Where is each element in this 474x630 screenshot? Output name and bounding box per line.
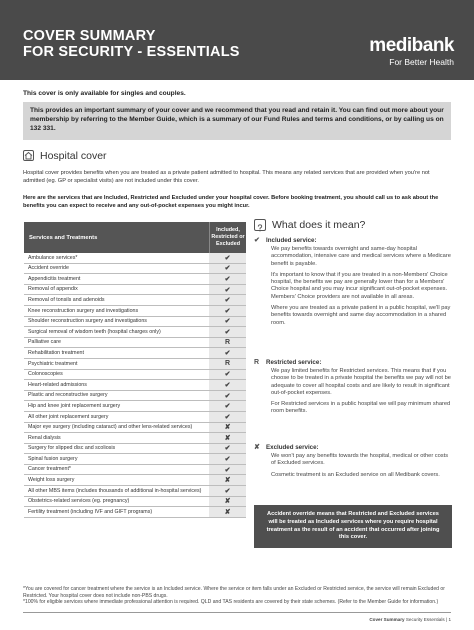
service-name: Surgical removal of wisdom teeth (hospital charges only): [28, 328, 161, 335]
document-title: [23, 28, 240, 60]
service-status: ✔: [209, 327, 246, 337]
restricted-section: [254, 359, 452, 416]
table-row: [24, 348, 246, 359]
availability-note: This cover is only available for singles and couples.: [23, 90, 186, 97]
hospital-cover-heading: Hospital cover: [40, 150, 107, 162]
header-banner: [0, 0, 474, 80]
page-footer: [369, 617, 451, 622]
table-row: [24, 306, 246, 317]
table-row: [24, 274, 246, 285]
table-row: [24, 338, 246, 349]
medibank-logo: [369, 37, 454, 67]
table-row: [24, 507, 246, 518]
service-status: ✔: [209, 412, 246, 422]
service-name: Renal dialysis: [28, 434, 61, 441]
service-status: ✔: [209, 454, 246, 464]
table-row: [24, 444, 246, 455]
service-name: Knee reconstruction surgery and investigations: [28, 307, 139, 314]
title-line-2: FOR SECURITY - ESSENTIALS: [23, 44, 240, 60]
services-table: [24, 222, 246, 518]
hospital-intro: Hospital cover provides benefits when you are treated as a private patient admitted to hospital. This means any related services that are provided when you're not admitted (eg. GP or specialist visits) are not included under this cover.: [23, 170, 430, 184]
footnote-ambulance: *100% for eligible services where immediate professional attention is required. QLD and TAS residents are covered by their state schemes. (Refer to the Member Guide for information.): [23, 599, 439, 606]
service-name: Fertility treatment (including IVF and GIFT programs): [28, 508, 153, 515]
service-name: Plastic and reconstructive surgery: [28, 392, 108, 399]
restricted-text-2: For Restricted services in a public hospital we will pay minimum shared room benefits.: [271, 401, 451, 415]
excluded-text-2: Cosmetic treatment is an Excluded service on all Medibank covers.: [271, 471, 440, 478]
excluded-text-1: We won't pay any benefits towards the hospital, medical or other costs of Excluded services.: [271, 453, 449, 467]
restricted-heading: Restricted service:: [266, 359, 322, 366]
service-name: Colonoscopies: [28, 371, 63, 378]
service-status: ✔: [209, 285, 246, 295]
service-status: ✔: [209, 465, 246, 475]
footer-product: Security Essentials: [405, 617, 445, 622]
check-icon: ✔: [254, 237, 260, 244]
table-row: [24, 295, 246, 306]
service-status: ✔: [209, 401, 246, 411]
service-name: Appendicitis treatment: [28, 275, 81, 282]
table-row: [24, 454, 246, 465]
excluded-section: [254, 443, 452, 479]
service-status: ✔: [209, 370, 246, 380]
footnotes: [23, 586, 453, 606]
footnote-cancer: *You are covered for cancer treatment where the service is an Included service. Where the service or item falls under an Excluded or Restricted service, the service will remain Excluded or Restricted. Your hospital cover does not include non-PBS drugs.: [23, 586, 445, 599]
included-text-2: It's important to know that if you are treated in a non-Members' Choice hospital, the benefits we pay are generally lower than for a Members' Choice hospital and you may incur significant out-of-pocket expenses. Members' Choice providers are not available in all areas.: [271, 271, 448, 300]
brand-tagline: For Better Health: [389, 57, 454, 67]
service-name: Palliative care: [28, 339, 61, 346]
service-name: All other joint replacement surgery: [28, 413, 109, 420]
service-name: Spinal fusion surgery: [28, 455, 78, 462]
service-status: ✔: [209, 295, 246, 305]
service-name: Surgery for slipped disc and scoliosis: [28, 445, 116, 452]
meaning-title: What does it mean?: [272, 219, 366, 231]
included-section: [254, 236, 452, 327]
included-text-1: We pay benefits towards overnight and same-day hospital accommodation, intensive care and medical services where a Medicare benefit is payable.: [271, 246, 451, 267]
service-name: Weight loss surgery: [28, 477, 75, 484]
service-name: Psychiatric treatment: [28, 360, 78, 367]
service-status: ✔: [209, 306, 246, 316]
service-status: ✔: [209, 253, 246, 263]
table-row: [24, 475, 246, 486]
service-name: Hip and knee joint replacement surgery: [28, 402, 121, 409]
service-status: ✘: [209, 433, 246, 443]
house-icon: [23, 150, 34, 161]
table-row: [24, 497, 246, 508]
table-row: [24, 486, 246, 497]
service-name: Cancer treatment*: [28, 466, 71, 473]
service-name: Removal of tonsils and adenoids: [28, 296, 105, 303]
footer-separator: |: [445, 617, 448, 622]
service-status: R: [209, 359, 246, 369]
service-status: ✘: [209, 497, 246, 507]
service-name: Obstetrics-related services (eg. pregnancy): [28, 498, 130, 505]
service-name: Heart-related admissions: [28, 381, 87, 388]
page-number: 1: [448, 617, 451, 622]
service-status: ✔: [209, 317, 246, 327]
table-body: [24, 253, 246, 518]
table-row: [24, 433, 246, 444]
summary-box: [23, 102, 451, 140]
table-row: [24, 391, 246, 402]
accident-override-note: Accident override means that Restricted and Excluded services will be treated as Included services where you require hospital treatment as the result of an accident that occurred after joining this cover.: [254, 505, 452, 548]
service-status: ✔: [209, 264, 246, 274]
table-row: [24, 401, 246, 412]
meaning-heading: [254, 218, 452, 232]
table-row: [24, 317, 246, 328]
table-row: [24, 412, 246, 423]
service-status: ✘: [209, 423, 246, 433]
table-row: [24, 423, 246, 434]
brand-name: medibank: [369, 35, 454, 56]
table-row: [24, 370, 246, 381]
service-name: All other MBS items (includes thousands of additional in-hospital services): [28, 487, 202, 494]
service-name: Accident override: [28, 265, 69, 272]
restricted-text-1: We pay limited benefits for Restricted services. This means that if you choose to be treated in a private hospital the benefits we pay will not be adequate to cover all hospital costs and are likely to result in significant out-of-pocket expenses.: [271, 368, 451, 396]
table-header: [24, 222, 246, 253]
service-status: R: [209, 338, 246, 348]
table-row: [24, 285, 246, 296]
meaning-panel: [254, 218, 452, 478]
table-row: [24, 465, 246, 476]
service-status: ✔: [209, 444, 246, 454]
table-row: [24, 359, 246, 370]
service-name: Major eye surgery (including cataract) and other lens-related services): [28, 424, 193, 431]
service-status: ✘: [209, 507, 246, 517]
status-column-header: Included, Restricted or Excluded: [209, 222, 246, 253]
service-name: Removal of appendix: [28, 286, 78, 293]
restricted-icon: R: [254, 359, 260, 366]
service-status: ✔: [209, 391, 246, 401]
table-row: [24, 253, 246, 264]
included-text-3: Where you are treated as a private patient in a public hospital, we'll pay benefits towards overnight and same day accommodation in a shared room.: [271, 305, 451, 326]
summary-text: This provides an important summary of your cover and we recommend that you read and retain it. You can find out more about your membership by referring to the Member Guide, which is a summary of our Fund Rules and terms and conditions, or by calling us on 132 331.: [30, 107, 444, 132]
service-status: ✔: [209, 486, 246, 496]
service-name: Ambulance services*: [28, 254, 78, 261]
footer-divider: [23, 612, 451, 613]
service-name: Rehabilitation treatment: [28, 349, 84, 356]
service-name: Shoulder reconstruction surgery and investigations: [28, 318, 147, 325]
table-row: [24, 327, 246, 338]
service-status: ✔: [209, 348, 246, 358]
table-row: [24, 380, 246, 391]
service-status: ✘: [209, 475, 246, 485]
service-status: ✔: [209, 380, 246, 390]
table-row: [24, 264, 246, 275]
service-status: ✔: [209, 274, 246, 284]
question-icon: [254, 219, 266, 231]
services-column-header: Services and Treatments: [29, 234, 98, 241]
included-heading: Included service:: [266, 236, 317, 244]
excluded-heading: Excluded service:: [266, 443, 319, 451]
title-line-1: COVER SUMMARY: [23, 28, 156, 44]
footer-doc-name: Cover Summary: [369, 617, 405, 622]
cross-icon: ✘: [254, 444, 260, 451]
hospital-intro-bold: Here are the services that are Included, Restricted and Excluded under your hospital cover. Before booking treatment, you should call us to ask about the benefits you can expect to receive and any out-of-pocket expenses you might incur.: [23, 195, 439, 209]
